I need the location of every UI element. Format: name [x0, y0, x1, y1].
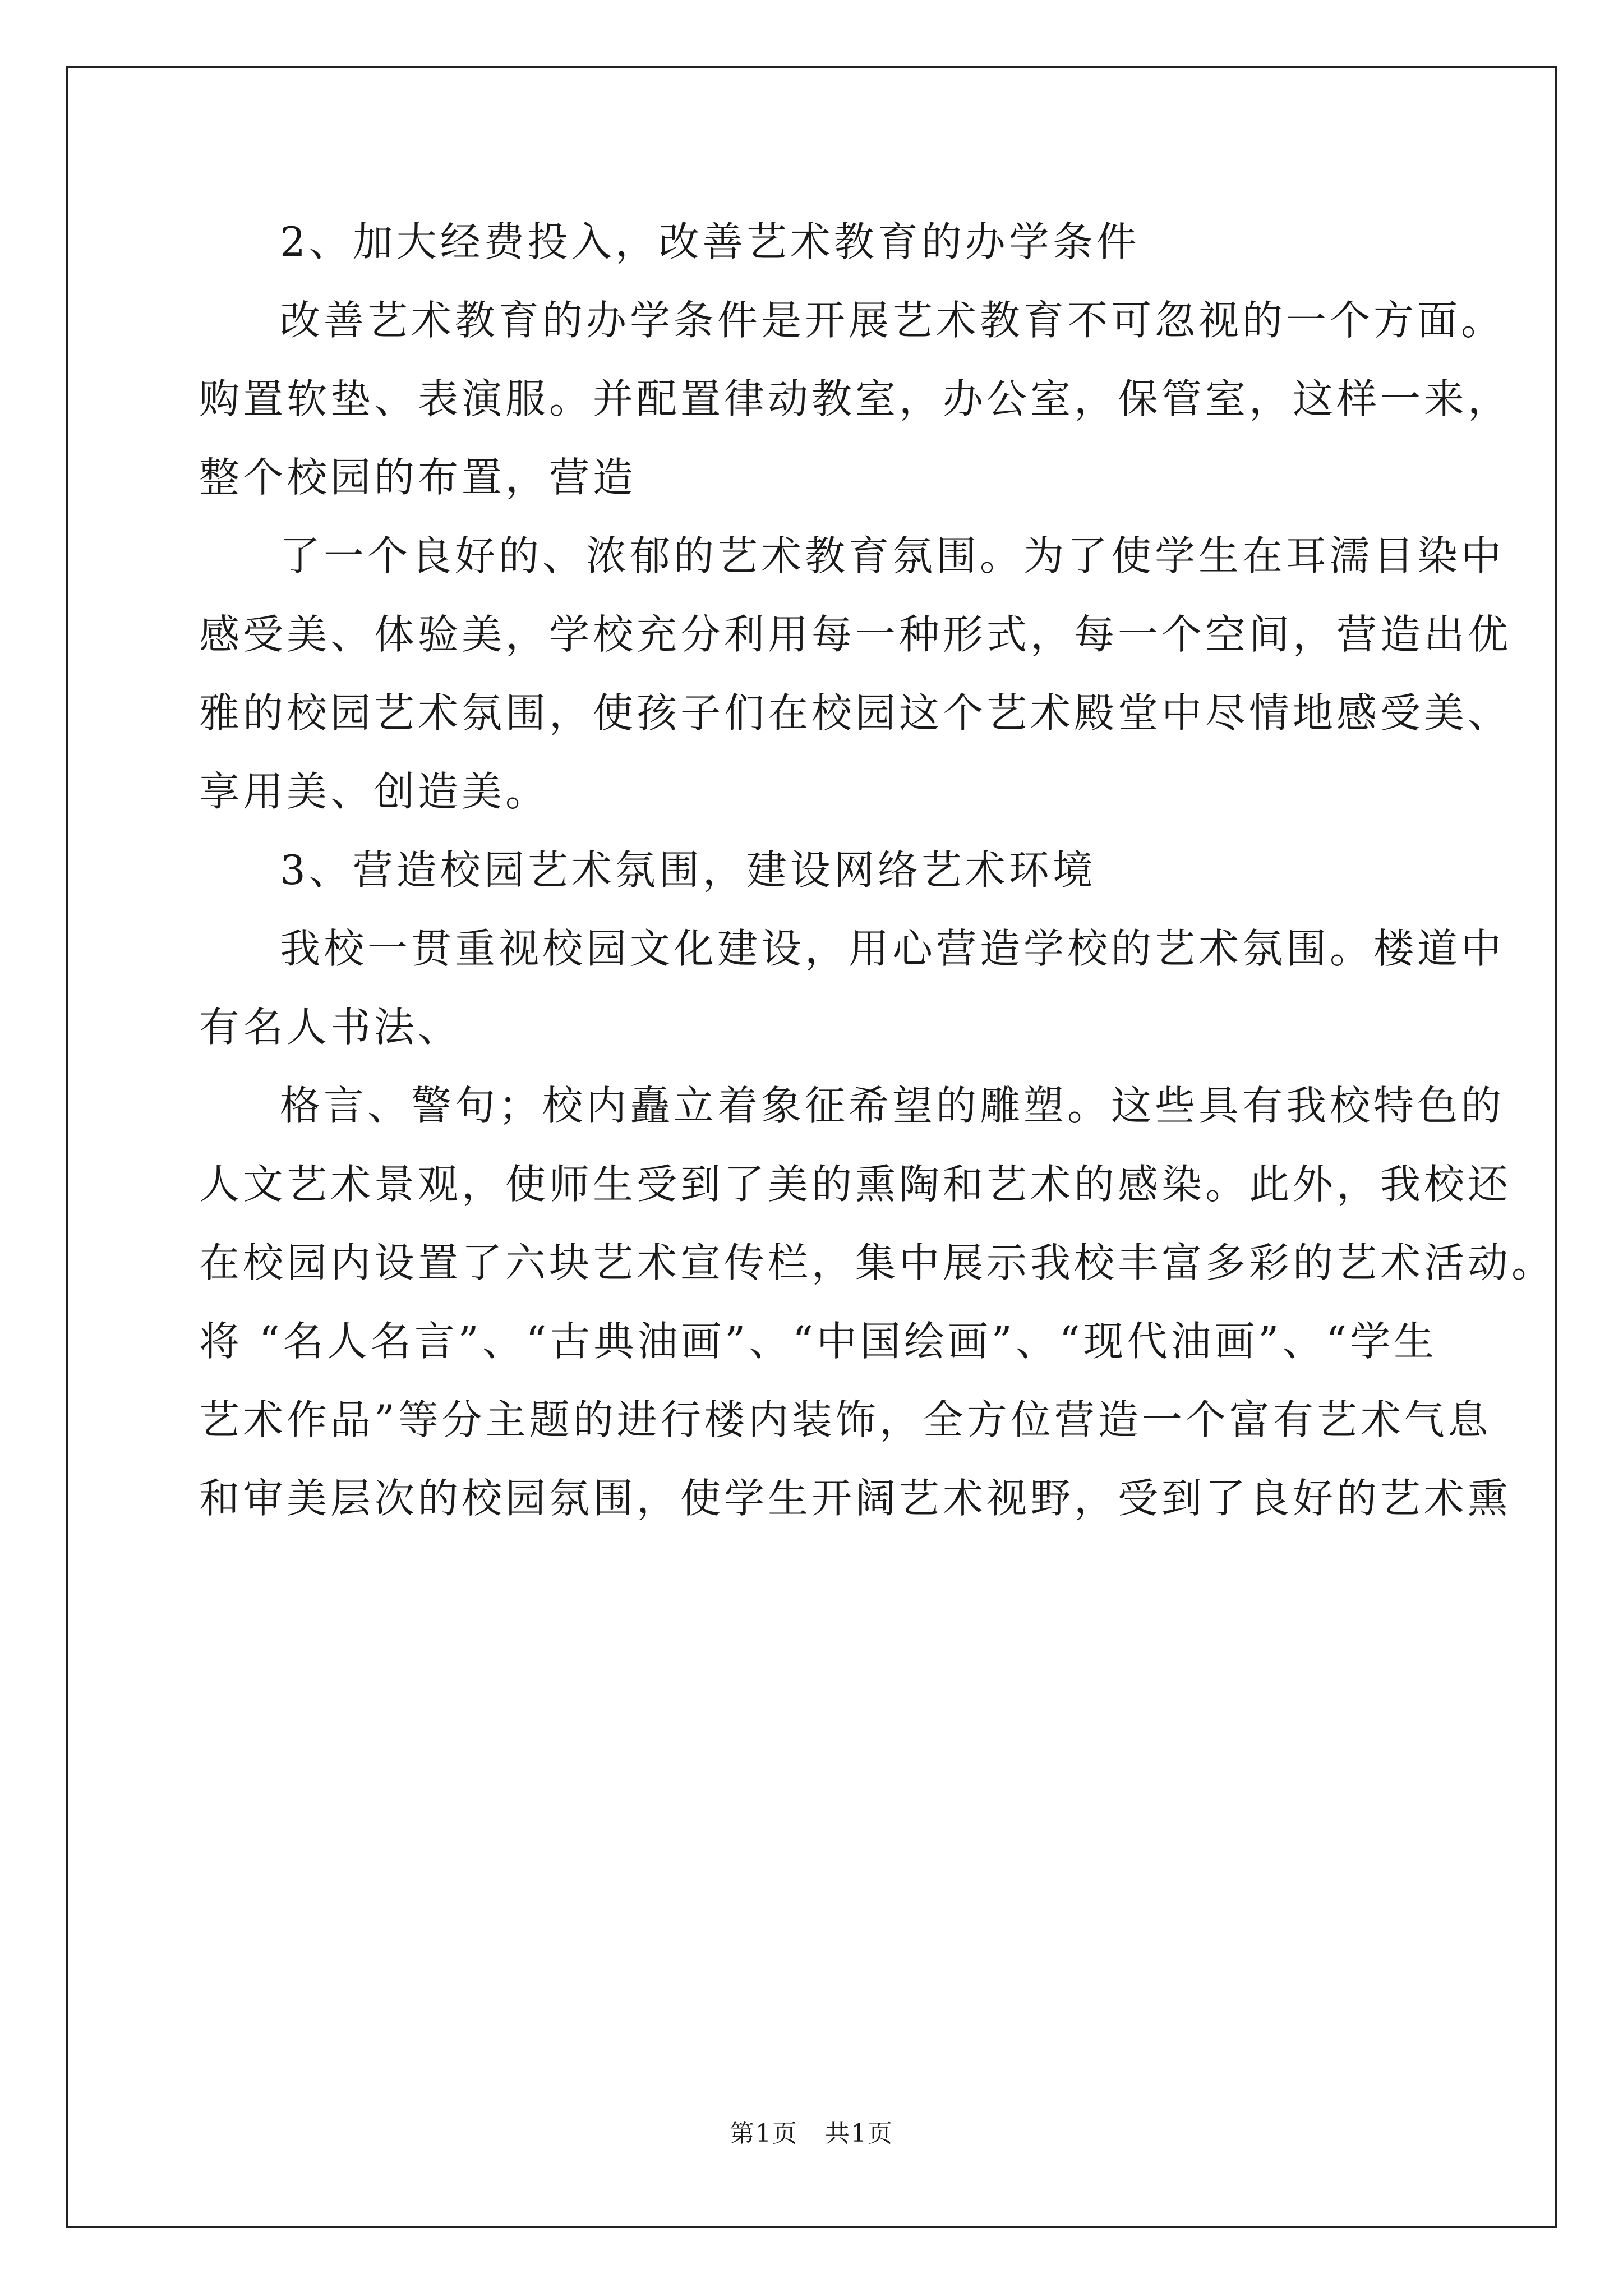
heading-3: 3、营造校园艺术氛围，建设网络艺术环境 — [280, 846, 1096, 894]
paragraph-line: 了一个良好的、浓郁的艺术教育氛围。为了使学生在耳濡目染中 — [280, 532, 1505, 579]
paragraph-line: 改善艺术教育的办学条件是开展艺术教育不可忽视的一个方面。 — [280, 297, 1505, 344]
paragraph-line: 将 “名人名言”、“古典油画”、“中国绘画”、“现代油画”、“学生 — [199, 1318, 1438, 1365]
paragraph-line: 格言、警句；校内矗立着象征希望的雕塑。这些具有我校特色的 — [280, 1082, 1505, 1129]
paragraph-line: 购置软垫、表演服。并配置律动教室，办公室，保管室，这样一来， — [199, 375, 1512, 422]
paragraph-line: 享用美、创造美。 — [199, 768, 550, 815]
paragraph-line: 有名人书法、 — [199, 1004, 462, 1051]
paragraph-line: 人文艺术景观，使师生受到了美的熏陶和艺术的感染。此外，我校还 — [199, 1161, 1512, 1208]
heading-2: 2、加大经费投入，改善艺术教育的办学条件 — [280, 218, 1140, 265]
paragraph-line: 在校园内设置了六块艺术宣传栏，集中展示我校丰富多彩的艺术活动。 — [199, 1239, 1556, 1286]
paragraph-line: 我校一贯重视校园文化建设，用心营造学校的艺术氛围。楼道中 — [280, 925, 1505, 972]
paragraph-line: 感受美、体验美，学校充分利用每一种形式，每一个空间，营造出优 — [199, 611, 1512, 658]
paragraph-line: 雅的校园艺术氛围，使孩子们在校园这个艺术殿堂中尽情地感受美、 — [199, 689, 1512, 737]
page-number-footer: 第1页 共1页 — [730, 2119, 893, 2148]
paragraph-line: 整个校园的布置，营造 — [199, 454, 637, 501]
paragraph-line: 和审美层次的校园氛围，使学生开阔艺术视野，受到了良好的艺术熏 — [199, 1475, 1512, 1522]
paragraph-line: 艺术作品”等分主题的进行楼内装饰，全方位营造一个富有艺术气息 — [199, 1396, 1492, 1443]
